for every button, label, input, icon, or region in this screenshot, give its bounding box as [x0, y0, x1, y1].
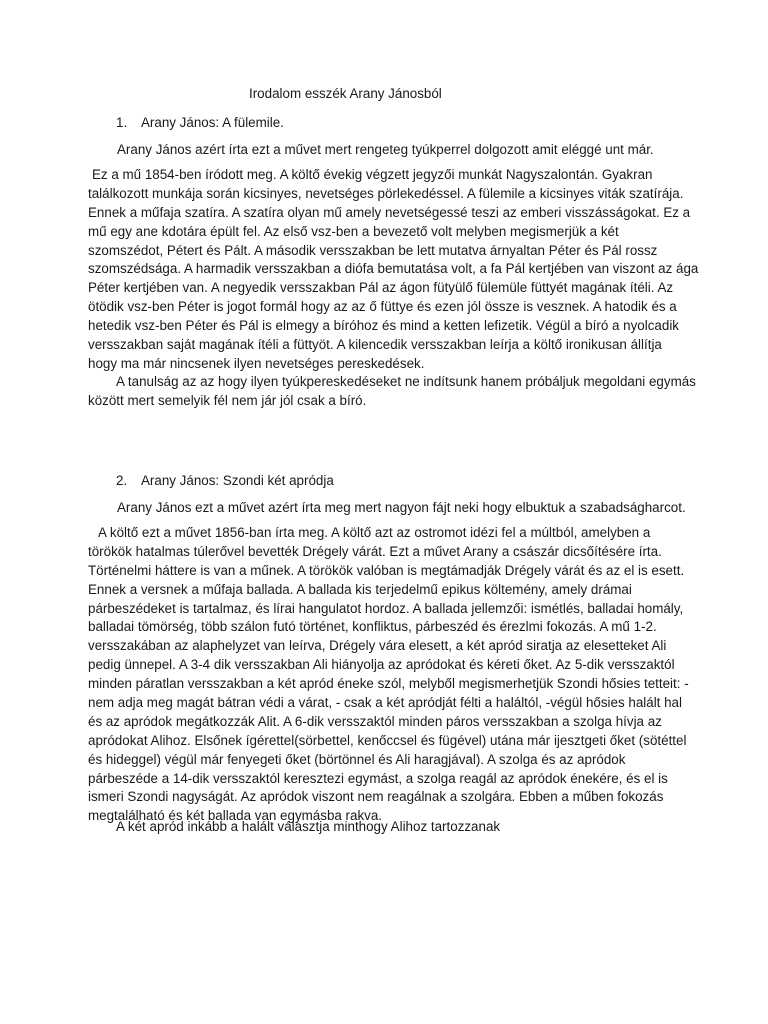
paragraph-line: nem adja meg magát bátran védi a várat, - csak a két apródját félti a haláltól, -végül hősies halált hal: [88, 695, 682, 711]
section-1-number: 1.: [116, 115, 128, 130]
paragraph-line: és hideggel) végül már fenyegeti őket (börtönnel és Ali haragjával). A szolga és az apródok: [88, 751, 626, 767]
section-1-conclusion: [88, 373, 696, 411]
paragraph-line: megtalálható és két ballada van egymásba rakva.: [88, 808, 383, 824]
paragraph-line: párbeszédeket is tartalmaz, és lírai hangulatot hordoz. A ballada jellemzői: ismétlés, balladai homály,: [88, 600, 684, 616]
paragraph-line: szomszédsága. A harmadik versszakban a diófa bemutatása volt, a fa Pál kertjében van viszont az ága: [88, 261, 699, 277]
paragraph-line: A két apród inkább a halált választja minthogy Alihoz tartozzanak: [116, 819, 501, 834]
paragraph-line: ötödik vsz-ben Péter is jogot formál hogy az az ő füttye és ezen jól össze is vesznek. A hatodik és a: [88, 299, 677, 315]
paragraph-line: A költő ezt a művet 1856-ban írta meg. A költő azt az ostromot idézi fel a múltból, amelyben a: [98, 525, 651, 540]
section-1-body: [88, 166, 699, 374]
paragraph-line: Ennek a műfaja szatíra. A szatíra olyan mű amely nevetségessé teszi az emberi visszásságokat. Ez a: [88, 204, 691, 220]
document-title: Irodalom esszék Arany Jánosból: [249, 86, 442, 101]
paragraph-line: apródokat Alihoz. Elsőnek ígérettel(sörbettel, kenőccsel és fügével) utána már ijesztgeti őket (sötéttel: [88, 732, 687, 748]
paragraph-line: és az apródok megátkozzák Alit. A 6-dik versszaktól minden páros versszakban a szolga hívja az: [88, 713, 662, 729]
paragraph-line: balladai tömörség, több szálon futó történet, konfliktus, párbeszéd és érezlmi fokozás. A mű 1-2.: [88, 619, 657, 635]
paragraph-line: találkozott munkája során kicsinyes, nevetséges pörlekedéssel. A fülemile a kicsinyes viták szatírája.: [88, 185, 684, 201]
paragraph-line: ismeri Szondi nagyságát. Az apródok viszont nem reagálnak a szolgára. Ebben a műben fokozás: [88, 789, 664, 805]
section-2-title: Arany János: Szondi két apródja: [140, 473, 334, 488]
section-2-body: [88, 524, 689, 826]
paragraph-line: között mert semelyik fél nem jár jól csak a bíró.: [88, 392, 367, 408]
paragraph-line: Ennek a versnek a műfaja ballada. A ballada kis terjedelmű epikus költemény, amely drámai: [88, 581, 632, 597]
paragraph-line: törökök hatalmas túlerővel bevették Drégely várát. Ezt a művet Arany a császár dicsőítésére írta.: [88, 543, 662, 559]
paragraph-line: szomszédot, Pétert és Pált. A második versszakban be lett mutatva árnyaltan Péter és Pál rossz: [88, 242, 658, 258]
paragraph-line: pedig ünnepel. A 3-4 dik versszakban Ali hiányolja az apródokat és kéreti őket. Az 5-dik versszaktól: [88, 657, 675, 673]
paragraph-line: hogy ma már nincsenek ilyen nevetséges pereskedések.: [88, 355, 425, 371]
paragraph-line: párbeszéde a 14-dik versszaktól keresztezi egymást, a szolga reagál az apródok énekére, és el is: [88, 770, 668, 786]
section-2-heading: [116, 472, 334, 491]
paragraph-line: versszakban saját magának ítéli a füttyöt. A kilencedik versszakban leírja a költő ironikusan állítja: [88, 337, 662, 353]
paragraph-line: Ez a mű 1854-ben íródott meg. A költő évekig végzett jegyzői munkát Nagyszalontán. Gyakran: [92, 167, 653, 182]
section-2-number: 2.: [116, 473, 128, 488]
paragraph-line: mű egy ane kdotára épült fel. Az első vsz-ben a bevezető volt melyben megismerjük a két: [88, 223, 619, 239]
paragraph-line: Péter kertjében van. A negyedik versszakban Pál az ágon fütyülő fülemüle füttyét magának ítéli. Az: [88, 280, 674, 296]
paragraph-line: hetedik vsz-ben Péter és Pál is elmegy a bíróhoz és mind a ketten lefizetik. Végül a bíró a nyolcadik: [88, 318, 679, 334]
section-2-intro: Arany János ezt a művet azért írta meg mert nagyon fájt neki hogy elbuktuk a szabadságharcot.: [117, 500, 686, 515]
paragraph-line: versszakában az alaphelyzet van leírva, Drégely vára elesett, a két apród siratja az elesetteket Ali: [88, 638, 667, 654]
paragraph-line: A tanulság az az hogy ilyen tyúkpereskedéseket ne indítsunk hanem próbáljuk megoldani egymás: [116, 374, 696, 389]
section-1-heading: [116, 114, 284, 133]
paragraph-line: Történelmi háttere is van a műnek. A törökök valóban is megtámadják Drégely várát és az el is esett.: [88, 562, 685, 578]
paragraph-line: minden páratlan versszakban a két apród éneke szól, melyből megismerhetjük Szondi hősies tetteit: -: [88, 676, 689, 692]
section-1-intro: Arany János azért írta ezt a művet mert rengeteg tyúkperrel dolgozott amit eléggé unt már.: [117, 142, 654, 157]
section-1-title: Arany János: A fülemile.: [140, 115, 284, 130]
section-2-conclusion: [88, 818, 678, 837]
